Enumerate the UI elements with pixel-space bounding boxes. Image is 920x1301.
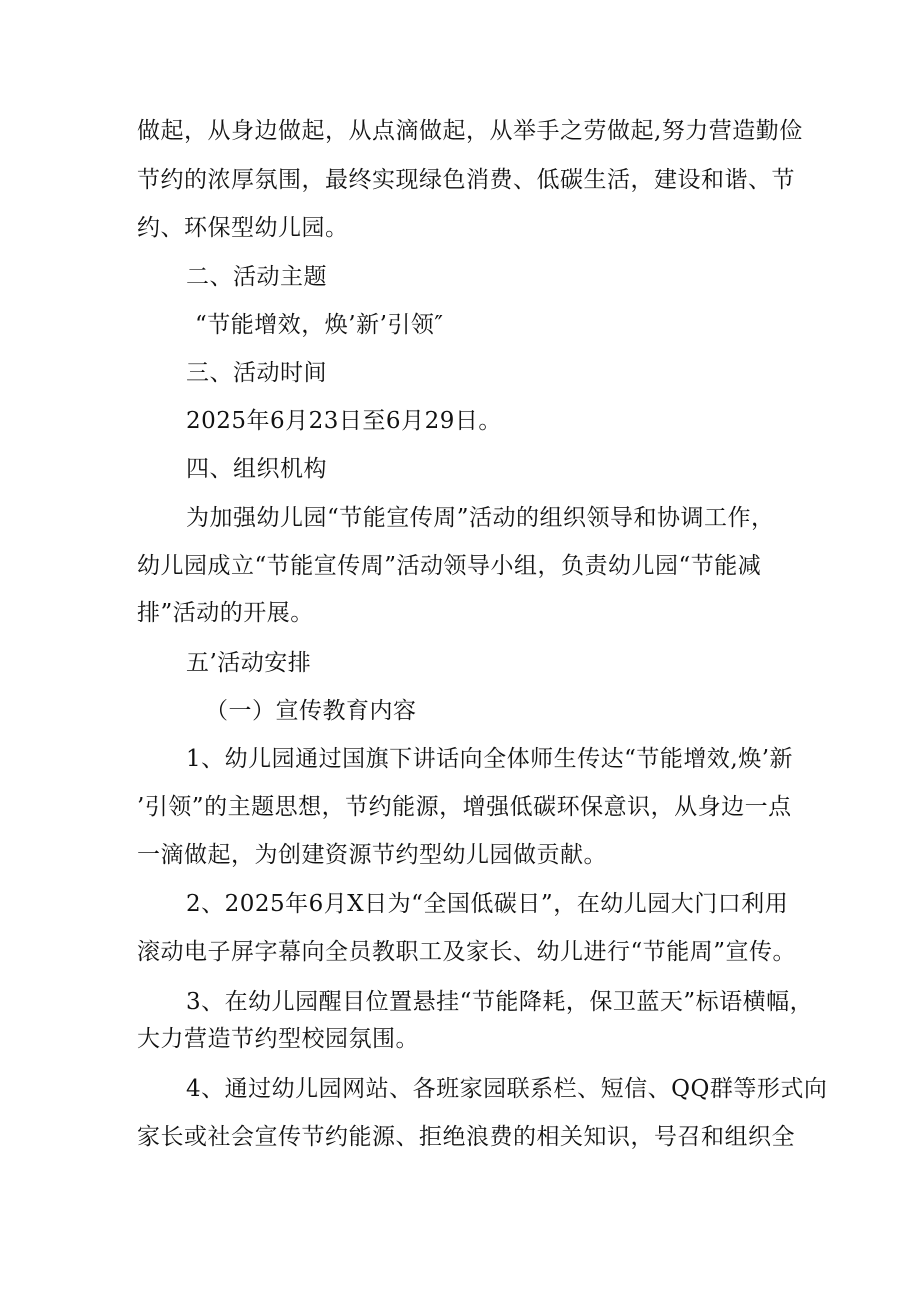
section-heading: 二、活动主题 [186,264,327,290]
activity-dates: 2025年6月23日至6月29日。 [186,408,502,434]
list-item-line: 一滴做起，为创建资源节约型幼儿园做贡献。 [137,842,607,868]
body-text-line: 幼儿园成立“节能宣传周”活动领导小组，负责幼儿园“节能减 [137,553,762,579]
list-item-line: ’引领”的主题思想，节约能源，增强低碳环保意识，从身边一点 [137,794,792,820]
list-item-line: 大力营造节约型校园氛围。 [137,1026,419,1052]
list-item-line: 1、幼儿园通过国旗下讲话向全体师生传达“节能增效,焕’新 [186,746,794,772]
body-text-line: 排”活动的开展。 [137,600,314,626]
subsection-heading: （一）宣传教育内容 [205,698,417,724]
list-item-line: 家长或社会宣传节约能源、拒绝浪费的相关知识，号召和组织全 [137,1124,795,1150]
section-heading: 三、活动时间 [186,360,327,386]
body-text-line: 节约的浓厚氛围，最终实现绿色消费、低碳生活，建设和谐、节 [137,167,795,193]
list-item-line: 3、在幼儿园醒目位置悬挂“节能降耗，保卫蓝天”标语横幅， [186,989,814,1015]
list-item-line: 4、通过幼儿园网站、各班家园联系栏、短信、QQ群等形式向 [186,1076,828,1102]
body-text-line: 约、环保型幼儿园。 [137,215,349,241]
list-item-line: 2、2025年6月X日为“全国低碳日”，在幼儿园大门口利用 [186,891,789,917]
section-heading: 五’活动安排 [186,650,312,676]
body-text-line: 为加强幼儿园“节能宣传周”活动的组织领导和协调工作， [186,505,775,531]
section-heading: 四、组织机构 [186,456,327,482]
list-item-line: 滚动电子屏字幕向全员教职工及家长、幼儿进行“节能周”宣传。 [137,939,797,965]
activity-theme: “节能增效，焕’新’引领″ [195,312,444,338]
body-text-line: 做起，从身边做起，从点滴做起，从举手之劳做起,努力营造勤俭 [137,118,803,144]
